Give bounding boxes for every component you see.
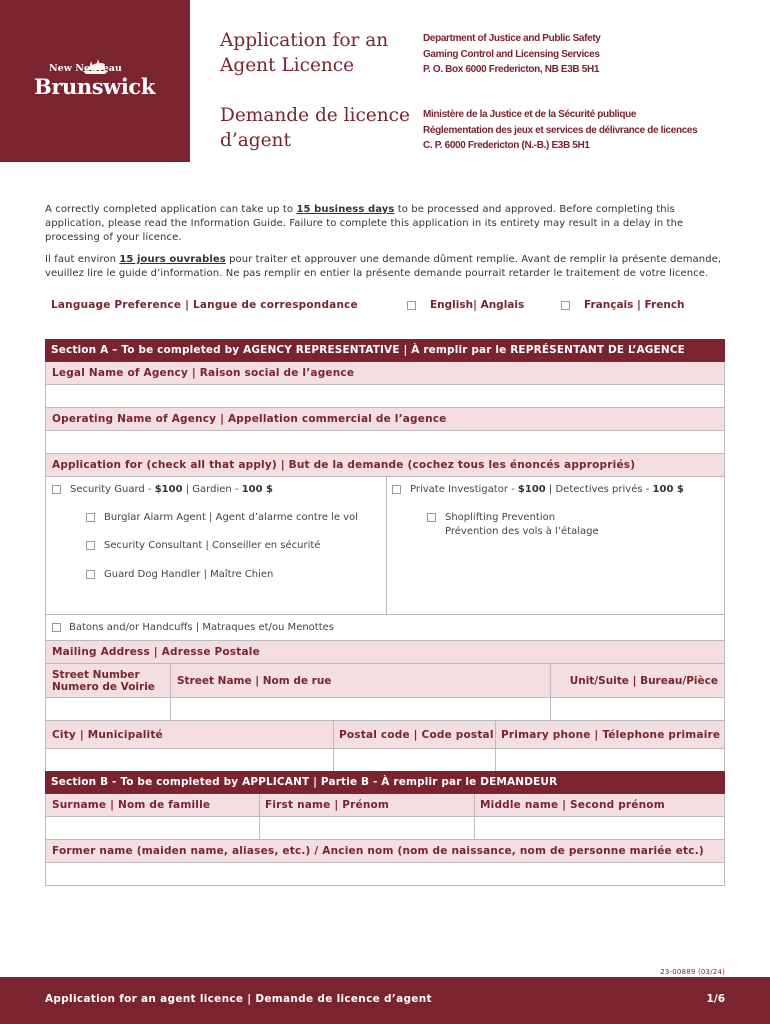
page-number: 1/6 bbox=[706, 993, 725, 1005]
name-fields-row bbox=[45, 817, 725, 840]
burglar-alarm-option[interactable] bbox=[86, 511, 358, 525]
security-consultant-label: Security Consultant | Conseiller en sécurité bbox=[104, 540, 321, 551]
option-text: Private Investigator - bbox=[410, 484, 518, 495]
street-number-label bbox=[45, 664, 171, 698]
dept-line: C. P. 6000 Fredericton (N.-B.) E3B 5H1 bbox=[423, 140, 590, 151]
shoplifting-option[interactable] bbox=[427, 511, 599, 539]
fee: 100 $ bbox=[241, 484, 274, 495]
street-name-field[interactable] bbox=[171, 698, 551, 721]
option-text: Security Guard - bbox=[70, 484, 155, 495]
postal-code-field[interactable] bbox=[334, 749, 496, 772]
mailing-address-label: Mailing Address | Adresse Postale bbox=[45, 641, 725, 664]
section-b bbox=[45, 771, 725, 886]
intro-english bbox=[45, 203, 727, 245]
shoplifting-checkbox[interactable] bbox=[427, 513, 436, 522]
security-guard-checkbox[interactable] bbox=[52, 485, 61, 494]
postal-code-label: Postal code | Code postal bbox=[334, 721, 496, 749]
section-a-header: Section A – To be completed by AGENCY REPRESENTATIVE | À remplir par le REPRÉSENTANT DE L’AGENCE bbox=[45, 339, 725, 362]
intro-french bbox=[45, 253, 727, 281]
security-consultant-option[interactable] bbox=[86, 539, 320, 553]
legal-name-field[interactable] bbox=[45, 385, 725, 408]
label-line: Unit/Suite | Bureau/Pièce bbox=[569, 674, 718, 687]
dept-line: Réglementation des jeux et services de délivrance de licences bbox=[423, 124, 698, 136]
section-b-header: Section B - To be completed by APPLICANT | Partie B - À remplir par le DEMANDEUR bbox=[45, 771, 725, 794]
form-number: 23-00889 (03/24) bbox=[660, 968, 725, 976]
label-line: Street Number bbox=[52, 668, 140, 681]
address-fields-row bbox=[45, 698, 725, 721]
batons-checkbox[interactable] bbox=[52, 623, 61, 632]
french-checkbox[interactable] bbox=[561, 301, 570, 310]
intro-text: Il faut environ bbox=[45, 254, 120, 265]
fee: 100 $ bbox=[652, 484, 684, 495]
logo-small-text: New Nouveau bbox=[49, 63, 122, 74]
batons-option[interactable] bbox=[45, 615, 725, 641]
security-guard-label bbox=[70, 483, 273, 497]
primary-phone-field[interactable] bbox=[496, 749, 725, 772]
intro-text: pour traiter et approuver une demande dûment remplie. Avant de remplir la présente demande, veuillez lire le guide d’information. Ne pas remplir en entier la présente demande pourrait retarder le traitement de votre licence. bbox=[45, 254, 722, 279]
address-labels-row bbox=[45, 664, 725, 698]
private-investigator-option[interactable] bbox=[392, 483, 684, 497]
street-name-label bbox=[171, 664, 551, 698]
name-labels-row bbox=[45, 794, 725, 817]
title-english: Application for an Agent Licence bbox=[220, 30, 389, 76]
footer-bar bbox=[0, 977, 770, 1024]
burglar-alarm-label: Burglar Alarm Agent | Agent d’alarme contre le vol bbox=[104, 512, 358, 523]
guard-dog-option[interactable] bbox=[86, 568, 273, 582]
option-text: | Detectives privés - bbox=[545, 484, 653, 495]
language-preference-label: Language Preference | Langue de correspondance bbox=[51, 299, 358, 311]
operating-name-label: Operating Name of Agency | Appellation commercial de l’agence bbox=[45, 408, 725, 431]
option-text: | Gardien - bbox=[182, 484, 242, 495]
legal-name-label: Legal Name of Agency | Raison social de l’agence bbox=[45, 362, 725, 385]
primary-phone-label: Primary phone | Télephone primaire bbox=[496, 721, 725, 749]
dept-line: P. O. Box 6000 Fredericton, NB E3B 5H1 bbox=[423, 64, 600, 75]
private-investigator-label bbox=[410, 483, 684, 497]
security-guard-option[interactable] bbox=[52, 483, 273, 497]
title-french: Demande de licence d’agent bbox=[220, 105, 410, 151]
former-name-label: Former name (maiden name, aliases, etc.) / Ancien nom (nom de naissance, nom de personne mariée etc.) bbox=[45, 840, 725, 863]
english-label: English| Anglais bbox=[430, 299, 525, 311]
intro-text: A correctly completed application can take up to bbox=[45, 204, 297, 215]
english-checkbox[interactable] bbox=[407, 301, 416, 310]
middle-name-field[interactable] bbox=[475, 817, 725, 840]
column-divider bbox=[386, 477, 387, 614]
city-fields-row bbox=[45, 749, 725, 772]
surname-field[interactable] bbox=[45, 817, 260, 840]
intro-emphasis: 15 jours ouvrables bbox=[119, 254, 226, 265]
shoplifting-label bbox=[445, 511, 599, 539]
burglar-alarm-checkbox[interactable] bbox=[86, 513, 95, 522]
city-labels-row bbox=[45, 721, 725, 749]
unit-label bbox=[551, 664, 725, 698]
batons-label: Batons and/or Handcuffs | Matraques et/ou Menottes bbox=[69, 622, 334, 633]
fee: $100 bbox=[517, 484, 546, 495]
middle-name-label: Middle name | Second prénom bbox=[475, 794, 725, 817]
language-french-option[interactable] bbox=[561, 299, 685, 311]
guard-dog-checkbox[interactable] bbox=[86, 570, 95, 579]
language-english-option[interactable] bbox=[407, 299, 524, 311]
first-name-field[interactable] bbox=[260, 817, 475, 840]
logo-big-text: Brunswick bbox=[34, 74, 155, 99]
dept-line: Gaming Control and Licensing Services bbox=[423, 48, 600, 60]
section-a bbox=[45, 339, 725, 772]
dept-line: Department of Justice and Public Safety bbox=[423, 33, 601, 44]
application-type-options bbox=[45, 477, 725, 615]
intro-text: to be processed and approved. Before completing this application, please read the Information Guide. Failure to complete this application in its entirety may result in a delay in the processing of your licence. bbox=[45, 204, 684, 243]
department-english bbox=[423, 31, 768, 78]
dept-line: Ministère de la Justice et de la Sécurité publique bbox=[423, 109, 637, 120]
street-number-field[interactable] bbox=[45, 698, 171, 721]
intro-emphasis: 15 business days bbox=[296, 204, 395, 215]
label-line: Numero de Voirie bbox=[52, 680, 155, 693]
surname-label: Surname | Nom de famille bbox=[45, 794, 260, 817]
department-french bbox=[423, 107, 768, 154]
unit-field[interactable] bbox=[551, 698, 725, 721]
footer-title: Application for an agent licence | Demande de licence d’agent bbox=[45, 993, 432, 1005]
option-text: Shoplifting Prevention bbox=[445, 512, 556, 523]
city-field[interactable] bbox=[45, 749, 334, 772]
operating-name-field[interactable] bbox=[45, 431, 725, 454]
french-label: Français | French bbox=[584, 299, 685, 311]
first-name-label: First name | Prénom bbox=[260, 794, 475, 817]
fee: $100 bbox=[154, 484, 183, 495]
label-line: Street Name | Nom de rue bbox=[177, 674, 332, 687]
former-name-field[interactable] bbox=[45, 863, 725, 886]
application-for-label: Application for (check all that apply) | But de la demande (cochez tous les énoncés appropriés) bbox=[45, 454, 725, 477]
guard-dog-label: Guard Dog Handler | Maître Chien bbox=[104, 569, 274, 580]
option-text: Prévention des vols à l’étalage bbox=[445, 526, 599, 537]
header-logo-block bbox=[0, 0, 190, 162]
security-consultant-checkbox[interactable] bbox=[86, 541, 95, 550]
city-label: City | Municipalité bbox=[45, 721, 334, 749]
private-investigator-checkbox[interactable] bbox=[392, 485, 401, 494]
new-brunswick-logo bbox=[34, 62, 160, 106]
